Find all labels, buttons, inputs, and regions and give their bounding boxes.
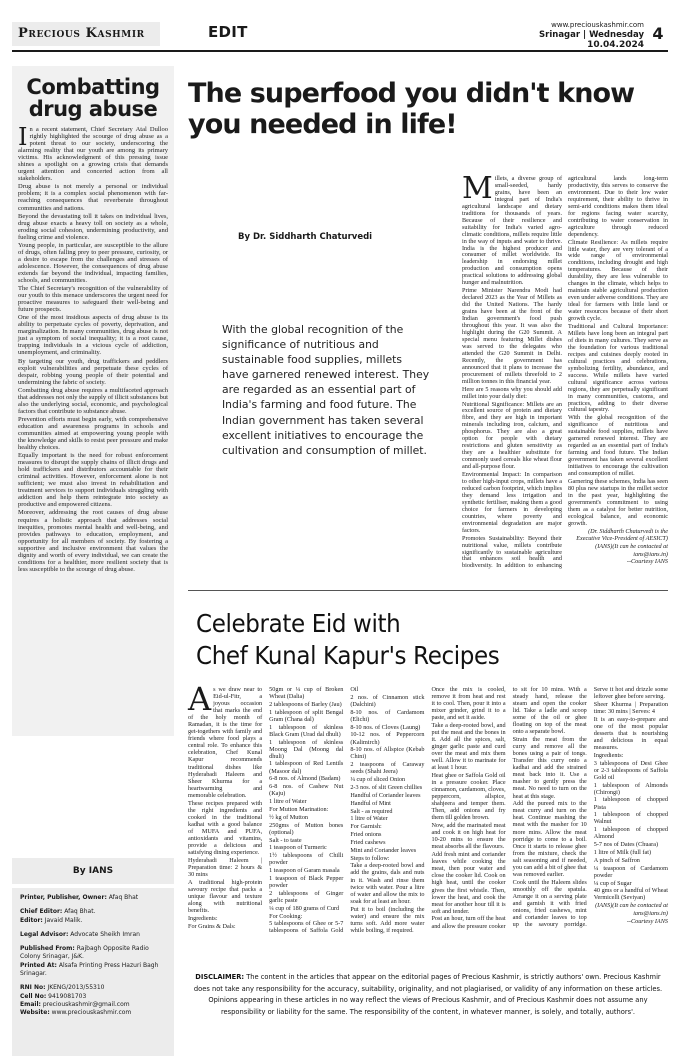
dateline: Srinagar | Wednesday — [539, 30, 644, 40]
millet-paragraph: Traditional and Cultural Importance: Millets have long been an integral part of diets in many cultures. They serve as the foundation for various traditional recipes and cuisines deeply rooted in cultural practices and celebrations, symbolizing fertility, abundance, and success. While millets have varied cultural significance across various regions, they are perpetually significant in many communities, customs, and practices, adding to their diverse cultural tapestry. — [568, 323, 668, 414]
millet-dropcap: M — [462, 171, 493, 206]
millet-paragraph: Garnering these schemes, India has seen 80 plus new startups in the millet sector in the past year, highlighting the government's commitment to using them as a catalyst for better nutrition, ecological balance, and economic growth. — [568, 477, 668, 527]
credit-line: (Dr. Siddharth Chaturvedi is the Executive Vice-President of AESICT) — [576, 527, 668, 542]
imprint-value[interactable]: www.preciouskashmir.com — [51, 1009, 132, 1017]
imprint-label: Published From: — [20, 945, 75, 953]
imprint-value: Javaid Malik. — [44, 916, 83, 924]
eid-paragraph: ½ kg of Mutton — [269, 813, 309, 821]
eid-paragraph: Put it to boil (including the water) and ensure the mix turns soft. Add more water while boiling, if required. — [350, 905, 425, 934]
imprint-row — [20, 931, 166, 939]
eid-paragraph: 8-10 nos. of Allspice (Kebab Chini) — [350, 746, 425, 761]
section-divider — [188, 590, 668, 591]
imprint-row — [20, 993, 166, 1001]
millet-body — [462, 171, 668, 596]
eid-paragraph: 40 gms or a handful of Wheat Vermicelli (Seviyan) — [593, 887, 668, 902]
disclaimer — [188, 972, 668, 1019]
millet-headline: The superfood you didn't know you needed in life! — [188, 78, 635, 140]
eid-paragraph: Fried cashews — [350, 838, 386, 846]
millet-paragraph: Promotes Sustainability: Beyond their nutritional value, millets contribute significantly to sustainable agriculture that enhances soil health and biodiversity. In addition to enhancing agricultural lands long-term productivity, this serves to conserve the environment. Due to their low water requirement, their ability to thrive in semi-arid conditions makes them ideal for regions facing water scarcity, contributing to water conservation in agriculture through reduced dependency. — [462, 175, 668, 570]
imprint-label: RNI No: — [20, 984, 46, 992]
imprint-row — [20, 1009, 166, 1017]
masthead: Precious Kashmir — [12, 22, 160, 46]
editorial-paragraph: One of the most insidious aspects of drug abuse is its ability to perpetuate cycles of poverty, deprivation, and marginalization. In many communities, drug abuse is not just a symptom of social inequality; it is a root cause, trapping individuals in a vicious cycle of addiction, unemployment, and criminality. — [18, 314, 168, 357]
eid-headline — [196, 608, 628, 672]
credit-line: ians@ians.in) — [633, 550, 668, 558]
eid-paragraph: Handful of Coriander leaves — [350, 791, 421, 799]
credit-line: --Courtesy IANS — [626, 918, 668, 925]
eid-paragraph: 50gm or ¼ cup of Broken Wheat (Dalia) — [269, 686, 344, 701]
imprint-label: Legal Advisor: — [20, 930, 69, 938]
imprint-label: Printer, Publisher, Owner: — [20, 894, 107, 901]
millet-paragraph: Climate Resilience: As millets require little water, they are very tolerant of a wide range of environmental conditions, including drought and high temperatures. Because of their durability, they are less vulnerable to changes in the climate, which helps to maintain stable agricultural production even under adverse conditions. They are ideal for farmers with little land or water resources because of their short growth cycle. — [568, 238, 668, 323]
eid-paragraph: 6-8 nos. of Almond (Badam) — [269, 775, 341, 783]
eid-headline-line2: Chef Kunal Kapur's Recipes — [196, 641, 500, 670]
millet-paragraph: Here are 5 reasons why you should add millet into your daily diet: — [462, 385, 562, 400]
eid-paragraph: 1 teaspoon of Turmeric — [269, 844, 327, 852]
eid-paragraph: Sheer Khurma | Preparation time: 30 mins | Serves: 4 — [593, 700, 668, 715]
imprint-label: Editor: — [20, 916, 43, 924]
eid-paragraph: Add fresh mint and coriander leaves while cooking the meat, then pour water and close the cooker lid. Cook on high heat, until the cooker gives the first whistle. Then, lower the heat, and cook the meat for another hour till it is soft and tender. — [431, 851, 506, 915]
editorial-paragraph: Moreover, addressing the root causes of drug abuse requires a holistic approach that addresses social inequities, promotes mental health and well-being, and provides pathways to education, employment, and opportunity for all members of society. By fostering a supportive and inclusive environment that values the dignity and worth of every individual, we can create the conditions for a healthier, more resilient society that is less susceptible to the scourge of drug abuse. — [18, 509, 168, 573]
imprint-box — [12, 888, 174, 1056]
eid-paragraph: For Cooking: — [269, 912, 303, 920]
millet-paragraph: Prime Minister Narendra Modi had declared 2023 as the Year of Millets as did the United Nations. The hardy grains have been at the front of the Indian government's food push throughout this year. It was also the highlight during the G20 Summit. A special menu featuring Millet dishes was served to the delegates who attended the G20 Summit in Delhi. Recently, the government has announced that it plans to increase the procurement of millets threefold to 2 million tonnes in this financial year. — [462, 287, 562, 385]
editorial-paragraph: By targeting our youth, drug traffickers and peddlers exploit vulnerabilities and perpetuate these cycles of despair, robbing young people of their potential and undermining the fabric of society. — [18, 357, 168, 386]
editorial-paragraph: The Chief Secretary's recognition of the vulnerability of our youth to this menace underscores the urgent need for proactive measures to safeguard their well-being and future prospects. — [18, 285, 168, 314]
header-divider — [12, 50, 668, 52]
editorial-paragraph: Beyond the devastating toll it takes on individual lives, drug abuse exacts a heavy toll on society as a whole, eroding social cohesion, undermining productivity, and fueling crime and violence. — [18, 212, 168, 241]
editorial-body — [12, 123, 174, 573]
editorial-box — [12, 66, 174, 736]
eid-paragraph: 1 tablespoon of split Bengal Gram (Chana dal) — [269, 708, 344, 723]
eid-paragraph: 8-10 nos. of Cloves (Laung) — [350, 723, 421, 731]
left-column — [12, 66, 174, 1017]
imprint-value: 9419081703 — [48, 992, 87, 1000]
imprint-row — [20, 962, 166, 979]
eid-byline: By IANS — [12, 858, 174, 884]
imprint-value: Alsafa Printing Press Hazuri Bagh Srinagar. — [20, 961, 159, 978]
eid-paragraph: A pinch of Saffron — [593, 856, 640, 864]
section-label: EDIT — [208, 23, 248, 41]
imprint-row — [20, 894, 166, 902]
eid-paragraph: Hyderabadi Haleem | Preparation time: 2 hours & 30 mins — [188, 856, 263, 878]
imprint-value: JKENG/2013/55310 — [47, 984, 105, 992]
millet-paragraph: Millets, a diverse group of small-seeded, hardy grains, have been an integral part of India's agricultural landscape and dietary traditions for thousands of years. Because of their resilience and suitability for India's varied agro-climatic conditions, millets require little in the way of inputs and water to thrive. India is the highest producer and consumer of millet worldwide. Its leadership in endorsing millet production and consumption opens practical solutions to addressing global hunger and malnutrition. — [462, 171, 562, 287]
editorial-paragraph: Equally important is the need for robust enforcement measures to disrupt the supply chains of illicit drugs and hold traffickers and distributors accountable for their criminal activities. However, enforcement alone is not sufficient; we must also invest in rehabilitation and treatment services to support individuals struggling with addiction and help them reintegrate into society as productive and empowered citizens. — [18, 452, 168, 509]
page-header — [12, 22, 668, 48]
credit-line: ians@ians.in) — [633, 910, 668, 918]
eid-paragraph: ¼ cup of Sugar — [593, 879, 632, 887]
eid-paragraph: Steps to follow: — [350, 854, 390, 862]
eid-paragraph: 1 teaspoon of Black Pepper powder — [269, 874, 344, 889]
editorial-paragraph: Drug abuse is not merely a personal or individual problem; it is a complex social phenomenon with far-reaching consequences that reverberate throughout communities and nations. — [18, 183, 168, 212]
eid-paragraph: For Grains & Dals: — [188, 922, 236, 930]
eid-paragraph: 10-12 nos. of Peppercorn (Kalimirch) — [350, 731, 425, 746]
eid-paragraph: Heat ghee or Saffola Gold oil in a pressure cooker. Place cinnamon, cardamom, cloves, peppercorn, allspice, shahjeera and temper them. Then, add onions and fry them till golden brown. — [431, 772, 506, 822]
credit-line: (IANS)(It can be contacted at — [595, 542, 668, 550]
eid-dropcap: A — [188, 680, 212, 718]
eid-paragraph: 1 tablespoon of chopped Walnut — [593, 811, 668, 826]
issue-date: 10.04.2024 — [587, 40, 644, 50]
eid-paragraph: 5-7 nos of Dates (Chuara) — [593, 841, 659, 849]
eid-paragraph: 8-10 nos. of Cardamom (Elichi) — [350, 708, 425, 723]
millet-paragraph: With the global recognition of the significance of nutritious and sustainable food supplies, millets have garnered renewed interest. They are regarded as an essential part of India's farming and food future. The Indian government has taken several excellent initiatives to encourage the cultivation and consumption of millet. — [568, 414, 668, 478]
imprint-value: Afaq Bhat. — [64, 908, 96, 916]
eid-paragraph: 1½ tablespoons of Chilli powder — [269, 852, 344, 867]
eid-paragraph: Add the pureed mix to the meat curry and turn on the heat. Continue mashing the meat with the masher for 10 more mins. Allow the meat porridge to come to a boil. Once it starts to release ghee from the mixture, check the salt seasoning and if needed, you can add a bit of ghee that was removed earlier. — [512, 800, 587, 878]
eid-paragraph: 1 tablespoon of Red Lentils (Masoor dal) — [269, 760, 344, 775]
eid-paragraph: Post an hour, turn off the heat and allow the pressure cooker to sit for 10 mins. With a steady hand, release the steam and open the cooker lid. Take a ladle and scoop some of the oil or ghee floating on top of the meat onto a separate bowl. — [431, 686, 587, 930]
eid-paragraph: Ingredients: — [593, 751, 624, 759]
eid-paragraph: ¼ cup of sliced Onion — [350, 776, 406, 784]
eid-paragraph: As we draw near to Eid-ul-Fitr, a joyous occasion that marks the end of the holy month of Ramadan, it is the time for get-togethers with family and friends where food plays a central role. To enhance this celebration, Chef Kunal Kapur recommends traditional dishes like Hyderabadi Haleem and Sheer Khurma for a heartwarming and memorable celebration. — [188, 680, 263, 799]
imprint-value: Rajbagh Opposite Radio Colony Srinagar, J&K. — [20, 945, 149, 961]
eid-paragraph: It is an easy-to-prepare and one of the most popular desserts that is nourishing and delicious in equal measures. — [593, 715, 668, 751]
pullquote: With the global recognition of the significance of nutritious and sustainable food supplies, millets have garnered renewed interest. They are regarded as an essential part of India's farming and food future. The Indian government has taken several excellent initiatives to encourage the cultivation and consumption of millet. — [222, 323, 430, 457]
eid-paragraph: Take a deep-rooted bowl and add the grains, dals and nuts in it. Wash and rinse them twice with water. Pour a litre of water and allow the mix to soak for at least an hour. — [350, 862, 425, 905]
imprint-label: Cell No: — [20, 992, 47, 1000]
eid-paragraph: A traditional high-protein savoury recipe that packs a unique flavour and texture along with nutritional benefits. — [188, 878, 263, 914]
eid-paragraph: 1 tablespoon of chopped Pista — [593, 796, 668, 811]
eid-paragraph: 1 tablespoon of Almonds (Chirongi) — [593, 781, 668, 796]
eid-paragraph: 2 tablespoons of Ginger garlic paste — [269, 889, 344, 904]
imprint-value[interactable]: preciouskashmir@gmail.com — [42, 1000, 130, 1008]
imprint-value: Afaq Bhat — [108, 894, 139, 901]
eid-paragraph: Mint and Coriander leaves — [350, 846, 417, 854]
date-block — [539, 20, 644, 50]
editorial-paragraph: In a recent statement, Chief Secretary Atal Dulloo rightly highlighted the scourge of drug abuse as a potent threat to our society, underscoring the alarming reality that our youth are among its primary victims. His acknowledgment of this pressing issue shines a spotlight on a growing crisis that demands urgent attention and concerted action from all stakeholders. — [18, 123, 168, 183]
imprint-value: Advocate Sheikh Imran — [70, 930, 140, 938]
imprint-label: Website: — [20, 1009, 50, 1017]
imprint-label: Email: — [20, 1000, 41, 1008]
imprint-label: Chief Editor: — [20, 908, 63, 916]
eid-paragraph: 250gms of Mutton bones (optional) — [269, 821, 344, 836]
credit-line: --Courtesy IANS — [626, 558, 668, 566]
eid-paragraph: 1 teaspoon of Garam masala — [269, 867, 340, 875]
imprint-row — [20, 908, 166, 916]
imprint-row — [20, 984, 166, 992]
editorial-paragraph: Prevention efforts must begin early, with comprehensive education and awareness programs in schools and communities aimed at empowering young people with the knowledge and skills to resist peer pressure and make healthy choices. — [18, 415, 168, 452]
eid-paragraph: 1 litre of Milk (full fat) — [593, 849, 652, 856]
imprint-label: Printed At: — [20, 961, 57, 969]
eid-paragraph: 2 nos. of Cinnamon stick (Dalchini) — [350, 693, 425, 708]
eid-paragraph: 2 tablespoons of Barley (Jau) — [269, 700, 342, 708]
eid-paragraph: 2-3 nos. of slit Green chillies — [350, 783, 423, 791]
imprint-row — [20, 1001, 166, 1009]
disclaimer-text: The content in the articles that appear on the editorial pages of Precious Kashmir, is strictly authors' own. Precious Kashmir does not take any responsibility for the accuracy, suitability, originality, and not plagiarised, or validity of any information on these articles. Opinions appearing in these articles in no way reflect the views of Precious Kashmir, and of Precious Kashmir does not assume any responsibility or liability for the same. The responsibility of the content, in whatever manner, is solely, and totally, authors'. — [193, 973, 663, 1017]
eid-paragraph: Fried onions — [350, 831, 382, 839]
page-number: 4 — [652, 24, 664, 43]
imprint-row — [20, 917, 166, 925]
eid-paragraph: Strain the meat from the curry and remove all the bones using a pair of tongs. Transfer this curry onto a kadhai and add the strained meat back into it. Use a masher to gently press the meat. No need to turn on the heat at this stage. — [512, 736, 587, 800]
eid-paragraph: ¼ cup of 180 grams of Curd — [269, 904, 340, 912]
editorial-paragraph: Young people, in particular, are susceptible to the allure of drugs, often falling prey to peer pressure, curiosity, or a desire to escape from the challenges and stresses of adolescence. However, the consequences of drug abuse extends far beyond the individual, impacting families, schools, and communities. — [18, 241, 168, 284]
editorial-paragraph: Combatting drug abuse requires a multifaceted approach that addresses not only the supply of illicit substances but also the underlying social, economic, and psychological factors that contribute to substance abuse. — [18, 386, 168, 415]
eid-paragraph: 1 tablespoon of skinless Black Gram (Urad dal dhuli) — [269, 723, 344, 738]
eid-paragraph: Cook until the Haleem slides smoothly off the spatula. Arrange it on a serving plate and garnish it with fried onions, fried cashews, mint and coriander leaves to top up the savoury porridge. Serve it hot and drizzle some leftover ghee before serving. — [512, 686, 668, 928]
eid-paragraph: ¼ teaspoon of Cardamom powder — [593, 864, 668, 879]
credit-line: (IANS)(It can be contacted at — [595, 902, 668, 910]
eid-paragraph: Take a deep-rooted bowl, and put the meat and the bones in it. Add all the spices, salt, ginger garlic paste and curd over the meat and mix them well. Allow it to marinate for at least 1 hour. — [431, 722, 506, 772]
eid-paragraph: 3 tablespoons of Desi Ghee or 2-3 tablespoons of Saffola Gold oil — [593, 759, 668, 781]
eid-paragraph: Ingredients: — [188, 914, 218, 922]
eid-paragraph: 1 litre of Water — [269, 798, 307, 806]
imprint-row — [20, 945, 166, 962]
editorial-dropcap: I — [18, 123, 28, 151]
eid-paragraph: 2 teaspoons of Caraway seeds (Shahi Jeera) — [350, 761, 425, 776]
website-text[interactable]: www.preciouskashmir.com — [551, 21, 644, 29]
disclaimer-label: DISCLAIMER: — [195, 973, 245, 981]
eid-paragraph: Salt - to taste — [269, 836, 302, 844]
eid-paragraph: Now, add the marinated meat and cook it on high heat for 10-20 mins to ensure the meat absorbs all the flavours. — [431, 822, 506, 851]
eid-paragraph: Handful of Mint — [350, 799, 391, 807]
eid-paragraph: 5 tablespoons of Ghee or 5-7 tablespoons of Saffola Gold Oil — [269, 686, 359, 935]
eid-headline-line1: Celebrate Eid with — [196, 609, 401, 638]
millet-byline: By Dr. Siddharth Chaturvedi — [238, 232, 373, 242]
eid-paragraph: For Mutton Marination: — [269, 805, 329, 813]
editorial-title: Combatting drug abuse — [26, 75, 160, 121]
millet-paragraph: Environmental Impact: In comparison to other high-input crops, millets have a reduced carbon footprint, which implies they demand less irrigation and synthetic fertiliser, making them a good choice for farmers in developing countries, where poverty and environmental degradation are major factors. — [462, 471, 562, 534]
eid-paragraph: These recipes prepared with the right ingredients and cooked in the traditional kadhai with a good balance of MUFA and PUFA, antioxidants and vitamins, provide a delicious and satisfying dining experience. — [188, 799, 263, 856]
eid-paragraph: 1 tablespoon of chopped Almond — [593, 826, 668, 841]
millet-paragraph: Nutritional Significance: Millets are an excellent source of protein and dietary fibre, and they are high in important minerals including iron, calcium, and phosphorus. They are also a great option for people with dietary restrictions and gluten sensitivity as they are a healthier substitute for commonly used cereals like wheat flour and all-purpose flour. — [462, 400, 562, 471]
eid-paragraph: For Garnish: — [350, 823, 382, 831]
eid-paragraph: Salt - as required — [350, 807, 393, 815]
eid-paragraph: Once the mix is cooled, remove it from heat and rest it to cool. Then, pour it into a mixer grinder, grind it to a paste, and set it aside. — [431, 686, 506, 722]
eid-paragraph: 1 litre of Water — [350, 815, 388, 823]
eid-paragraph: 1 tablespoon of skinless Moong Dal (Moong dal dhuli) — [269, 738, 344, 760]
eid-paragraph: 6-8 nos. of Cashew Nut (Kaju) — [269, 783, 344, 798]
